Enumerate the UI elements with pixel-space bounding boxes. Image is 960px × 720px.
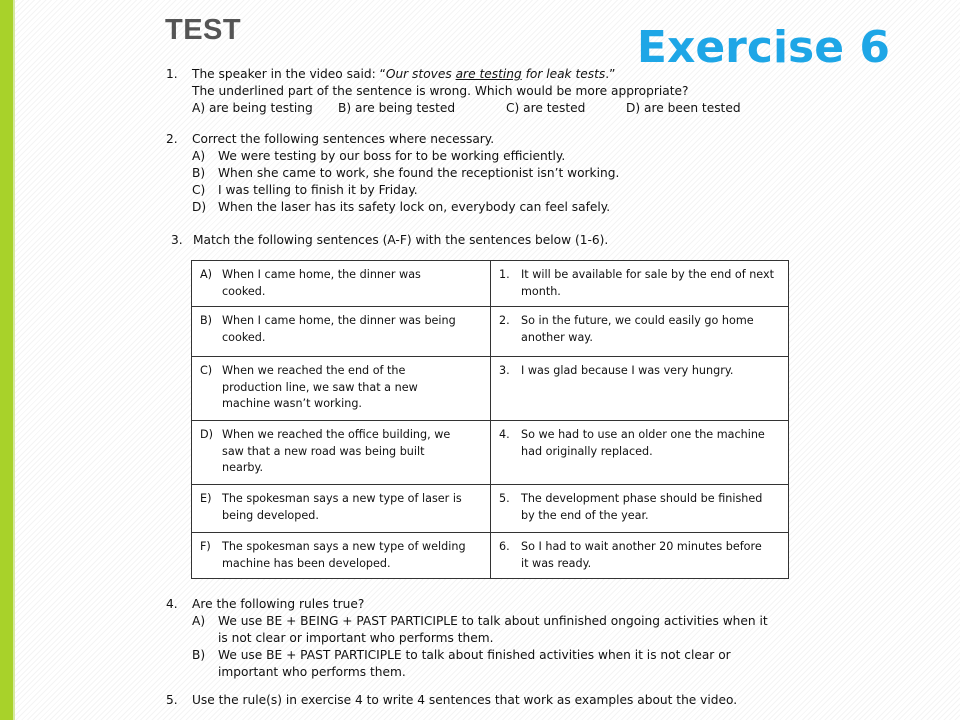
question-2-text: Correct the following sentences where necessary. — [192, 132, 495, 146]
table-row — [192, 261, 789, 307]
question-3-number: 3. — [171, 233, 183, 247]
test-label: TEST — [165, 14, 242, 46]
question-4-rule-a-cont: is not clear or important who performs them. — [218, 631, 494, 645]
match-right-1: 1. It will be available for sale by the end of next month. — [491, 261, 789, 307]
question-5-number: 5. — [166, 693, 178, 707]
match-right-3: 3. I was glad because I was very hungry. — [491, 357, 789, 421]
match-right-5: 5. The development phase should be finished by the end of the year. — [491, 485, 789, 533]
question-1-underlined: are testing — [455, 67, 522, 81]
match-left-d: D) When we reached the office building, we saw that a new road was being built nearby. — [192, 421, 491, 485]
match-left-e: E) The spokesman says a new type of laser is being developed. — [192, 485, 491, 533]
side-accent-bar — [0, 0, 13, 720]
question-4-number: 4. — [166, 597, 178, 611]
option-d: D) are been tested — [626, 101, 741, 115]
question-4 — [166, 596, 768, 681]
option-b: B) are being tested — [338, 101, 456, 115]
match-right-4: 4. So we had to use an older one the machine had originally replaced. — [491, 421, 789, 485]
table-row — [192, 533, 789, 579]
side-accent-line — [13, 0, 15, 720]
question-1-instruction: The underlined part of the sentence is wrong. Which would be more appropriate? — [192, 84, 689, 98]
question-2-item: B) When she came to work, she found the receptionist isn’t working. — [192, 166, 620, 180]
question-3 — [171, 232, 608, 249]
table-row — [192, 421, 789, 485]
option-c: C) are tested — [506, 101, 586, 115]
table-row — [192, 357, 789, 421]
question-1 — [166, 66, 741, 117]
table-row — [192, 485, 789, 533]
question-2-item: A) We were testing by our boss for to be working efficiently. — [192, 149, 566, 163]
question-2-item: C) I was telling to finish it by Friday. — [192, 183, 418, 197]
match-left-a: A) When I came home, the dinner was cooked. — [192, 261, 491, 307]
question-1-quote-b: for leak tests — [521, 67, 606, 81]
question-4-rule-b-cont: important who performs them. — [218, 665, 406, 679]
matching-table — [191, 260, 789, 579]
question-2-item: D) When the laser has its safety lock on, everybody can feel safely. — [192, 200, 611, 214]
question-4-rule-b: B) We use BE + PAST PARTICIPLE to talk about finished activities when it is not clear or — [192, 648, 731, 662]
question-1-number: 1. — [166, 67, 178, 81]
match-left-f: F) The spokesman says a new type of welding machine has been developed. — [192, 533, 491, 579]
question-3-text: Match the following sentences (A-F) with the sentences below (1-6). — [193, 233, 609, 247]
page-title: Exercise 6 — [636, 22, 890, 73]
question-5 — [166, 692, 737, 709]
match-left-c: C) When we reached the end of the production line, we saw that a new machine wasn’t working. — [192, 357, 491, 421]
question-1-options — [166, 100, 741, 117]
question-1-quote-a: Our stoves — [385, 67, 456, 81]
option-a: A) are being testing — [192, 101, 313, 115]
question-4-text: Are the following rules true? — [192, 597, 365, 611]
match-right-2: 2. So in the future, we could easily go home another way. — [491, 307, 789, 357]
match-right-6: 6. So I had to wait another 20 minutes before it was ready. — [491, 533, 789, 579]
question-4-rule-a: A) We use BE + BEING + PAST PARTICIPLE to talk about unfinished ongoing activities when it — [192, 614, 768, 628]
question-1-quote-end: .” — [605, 67, 616, 81]
question-2-number: 2. — [166, 132, 178, 146]
question-5-text: Use the rule(s) in exercise 4 to write 4 sentences that work as examples about the video. — [192, 693, 738, 707]
question-1-intro: The speaker in the video said: “ — [192, 67, 386, 81]
table-row — [192, 307, 789, 357]
question-2 — [166, 131, 619, 216]
match-left-b: B) When I came home, the dinner was being cooked. — [192, 307, 491, 357]
